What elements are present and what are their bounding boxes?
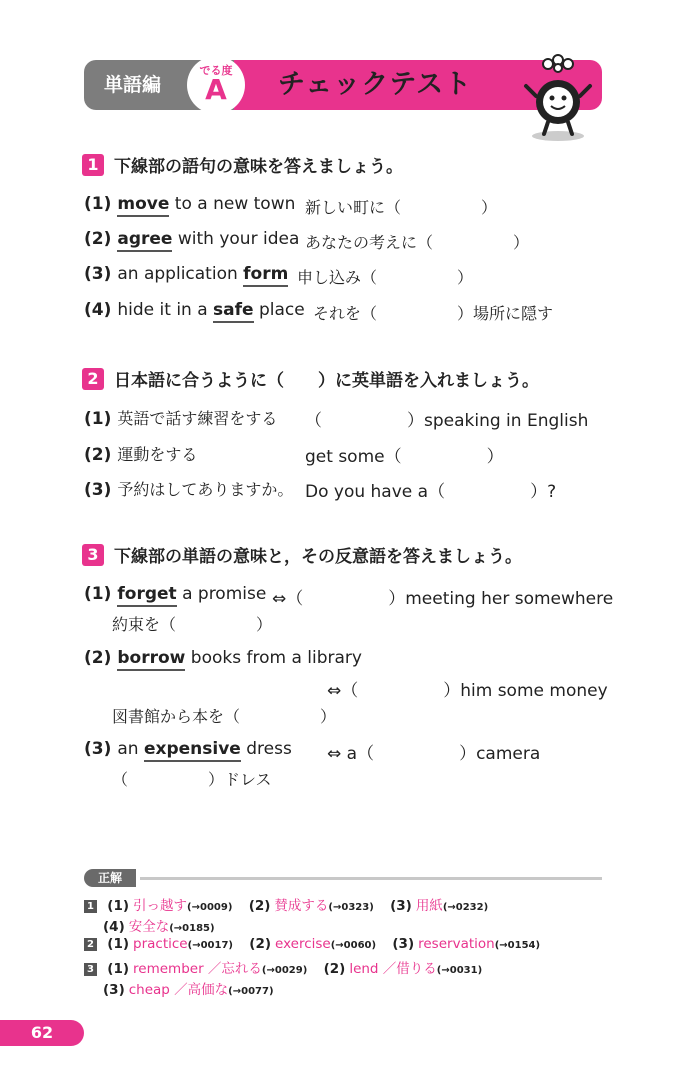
underlined-keyword: borrow	[117, 648, 185, 671]
underlined-keyword: form	[243, 264, 288, 287]
question-2-3: (3) 予約はしてありますか。	[84, 480, 294, 500]
section-number: 3	[82, 544, 104, 566]
question-1-4-jp: それを（ ）場所に隠す	[313, 304, 554, 323]
question-3-2-jp: 図書館から本を（ ）	[112, 707, 337, 726]
question-3-2-antonym: ⇔（ ）him some money	[327, 681, 608, 701]
section-instruction: 下線部の単語の意味と，その反意語を答えましょう。	[114, 547, 522, 567]
page-number: 62	[0, 1020, 84, 1046]
section-2-header	[82, 366, 539, 390]
question-3-1-antonym: ⇔（ ）meeting her somewhere	[272, 589, 614, 609]
section-3-header	[82, 542, 522, 566]
underlined-keyword: expensive	[144, 739, 241, 762]
question-1-3: (3) an application form	[84, 264, 288, 284]
question-1-1-jp: 新しい町に（ ）	[305, 198, 498, 217]
underlined-keyword: move	[117, 194, 169, 217]
answer-line-3b: (3) cheap ／高価な(→0077)	[103, 982, 274, 998]
page-title: チェックテスト	[278, 69, 473, 100]
question-2-1: (1) 英語で話す練習をする	[84, 409, 278, 429]
question-2-2: (2) 運動をする	[84, 445, 198, 465]
question-1-4: (4) hide it in a safe place	[84, 300, 305, 320]
question-1-3-jp: 申し込み（ ）	[297, 268, 474, 287]
question-3-1: (1) forget a promise	[84, 584, 266, 604]
section-instruction: 日本語に合うように（ ）に英単語を入れましょう。	[114, 371, 539, 391]
section-number: 2	[82, 368, 104, 390]
section-number: 1	[82, 154, 104, 176]
question-1-2: (2) agree with your idea	[84, 229, 299, 249]
category-label: 単語編	[104, 74, 162, 96]
question-3-3: (3) an expensive dress	[84, 739, 292, 759]
question-3-3-antonym: ⇔ a（ ）camera	[327, 744, 541, 764]
question-3-1-jp: 約束を（ ）	[112, 615, 273, 634]
section-1-header	[82, 152, 403, 176]
underlined-keyword: agree	[117, 229, 172, 252]
question-3-3-jp: （ ）ドレス	[112, 770, 272, 789]
underlined-keyword: safe	[213, 300, 254, 323]
level-value: A	[205, 73, 227, 106]
answer-line-1: 1 (1) 引っ越す(→0009) (2) 賛成する(→0323) (3) 用紙(→0232)	[84, 894, 500, 914]
level-label: でる度	[199, 64, 233, 77]
question-1-2-jp: あなたの考えに（ ）	[305, 233, 530, 252]
answer-line-1b: (4) 安全な(→0185)	[103, 919, 215, 935]
question-3-2: (2) borrow books from a library	[84, 648, 362, 668]
question-2-1-en: （ ）speaking in English	[305, 411, 589, 431]
underlined-keyword: forget	[117, 584, 176, 607]
question-1-1: (1) move to a new town	[84, 194, 295, 214]
answers-divider	[140, 877, 602, 880]
section-instruction: 下線部の語句の意味を答えましょう。	[114, 157, 403, 177]
question-2-3-en: Do you have a（ ）?	[305, 482, 557, 502]
question-2-2-en: get some（ ）	[305, 447, 504, 467]
answer-line-3: 3 (1) remember ／忘れる(→0029) (2) lend ／借りる(→0031)	[84, 957, 494, 977]
answer-line-2: 2 (1) practice(→0017) (2) exercise(→0060) (3) reservation(→0154)	[84, 936, 552, 952]
level-badge	[187, 56, 245, 114]
answers-label: 正解	[84, 869, 136, 887]
clock-mascot-icon	[518, 52, 596, 142]
